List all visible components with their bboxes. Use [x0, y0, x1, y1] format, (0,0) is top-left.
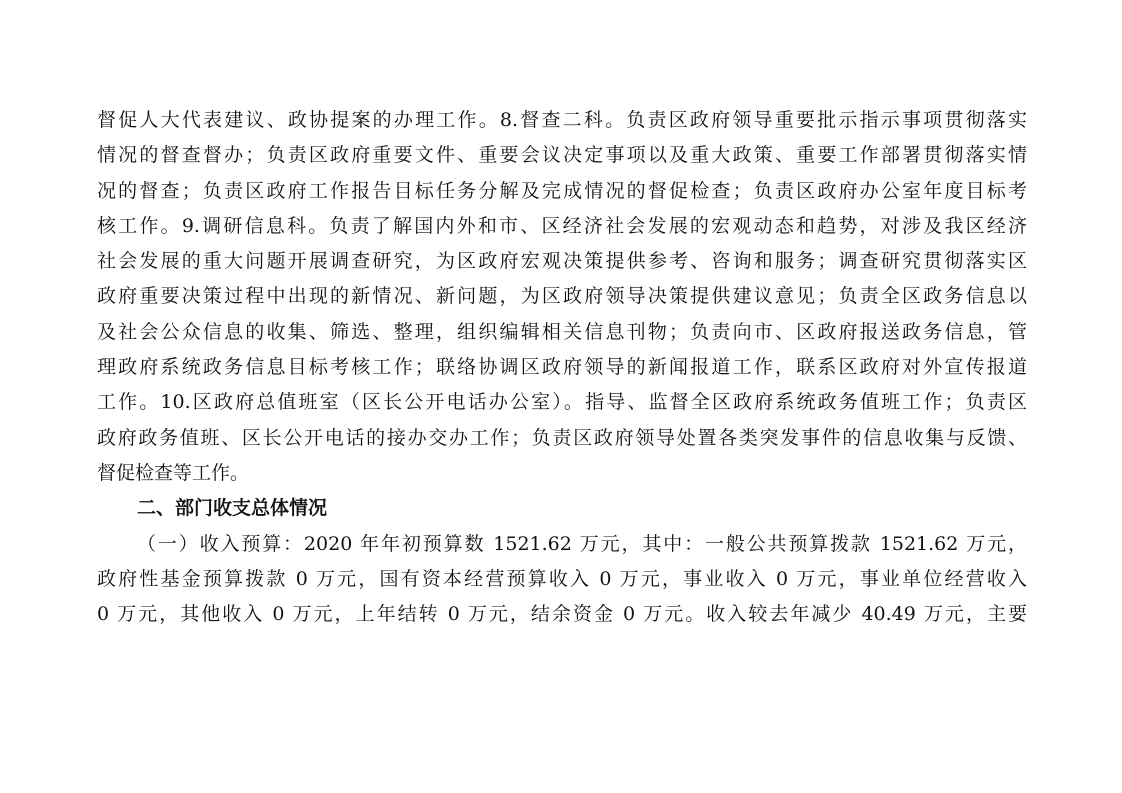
- text-line: 况的督查；负责区政府工作报告目标任务分解及完成情况的督促检查；负责区政府办公室年度目标考: [97, 179, 1027, 202]
- text-line: 社会发展的重大问题开展调查研究，为区政府宏观决策提供参考、咨询和服务；调查研究贯彻落实区: [97, 250, 1027, 273]
- text-line: 0 万元，其他收入 0 万元，上年结转 0 万元，结余资金 0 万元。收入较去年减少 40.49 万元，主要: [97, 603, 1027, 626]
- document-body: [97, 103, 1027, 632]
- text-line: 理政府系统政务信息目标考核工作；联络协调区政府领导的新闻报道工作，联系区政府对外宣传报道: [97, 356, 1027, 379]
- text-line: 政府性基金预算拨款 0 万元，国有资本经营预算收入 0 万元，事业收入 0 万元，事业单位经营收入: [97, 567, 1027, 590]
- text-line: 及社会公众信息的收集、筛选、整理，组织编辑相关信息刊物；负责向市、区政府报送政务信息，管: [97, 320, 1027, 343]
- section-heading: 二、部门收支总体情况: [137, 497, 328, 520]
- text-line: 督促检查等工作。: [97, 461, 250, 484]
- text-line: 核工作。9.调研信息科。负责了解国内外和市、区经济社会发展的宏观动态和趋势，对涉及我区经济: [97, 214, 1027, 237]
- paragraph-responsibilities: [97, 103, 1027, 491]
- text-line: （一）收入预算：2020 年年初预算数 1521.62 万元，其中：一般公共预算拨款 1521.62 万元，: [137, 532, 1027, 555]
- paragraph-income-budget: [97, 527, 1027, 633]
- text-line: 政府重要决策过程中出现的新情况、新问题，为区政府领导决策提供建议意见；负责全区政务信息以: [97, 285, 1027, 308]
- text-line: 政府政务值班、区长公开电话的接办交办工作；负责区政府领导处置各类突发事件的信息收集与反馈、: [97, 426, 1027, 449]
- text-line: 督促人大代表建议、政协提案的办理工作。8.督查二科。负责区政府领导重要批示指示事项贯彻落实: [97, 109, 1027, 131]
- text-line: 工作。10.区政府总值班室（区长公开电话办公室）。指导、监督全区政府系统政务值班工作；负责区: [97, 391, 1027, 414]
- text-line: 情况的督查督办；负责区政府重要文件、重要会议决定事项以及重大政策、重要工作部署贯彻落实情: [97, 144, 1027, 167]
